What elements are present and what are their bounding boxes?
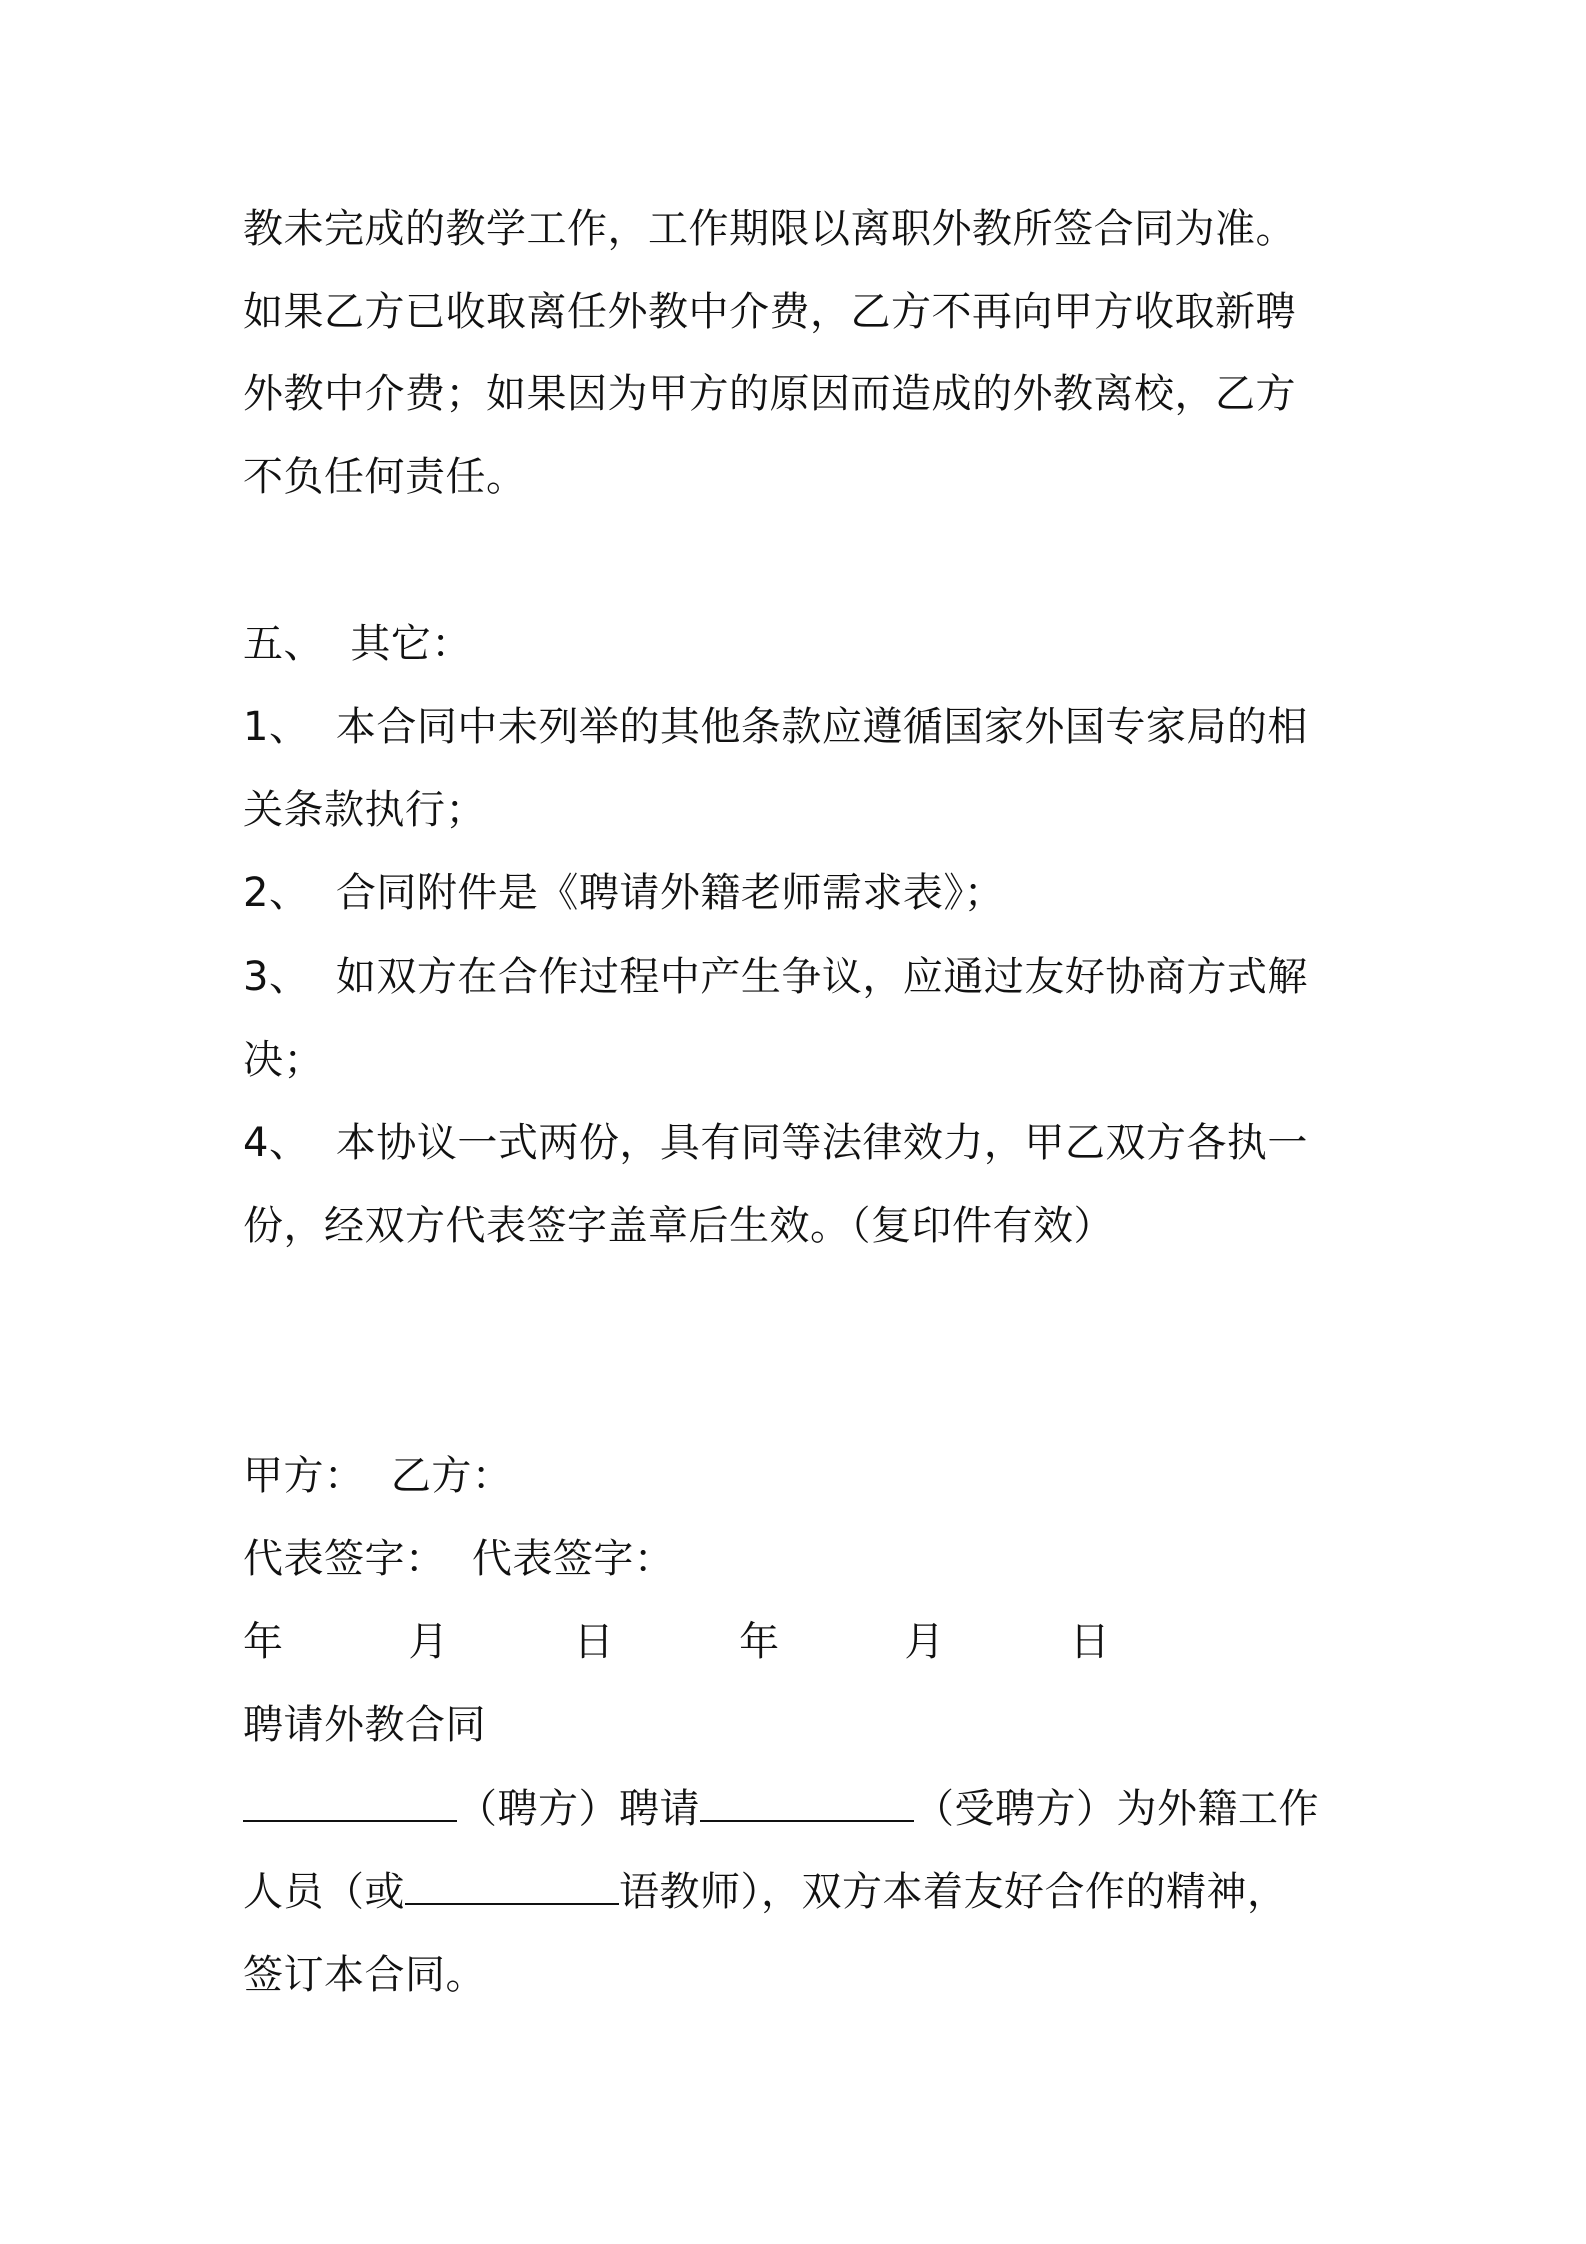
contract-text: 语教师），双方本着友好合作的精神， — [619, 1869, 1288, 1915]
contract-intro-line: 签订本合同。 — [243, 1952, 486, 1998]
list-item: 2、 合同附件是《聘请外籍老师需求表》； — [243, 870, 1005, 916]
signature-representatives: 代表签字： 代表签字： — [243, 1536, 675, 1582]
fill-in-blank — [405, 1873, 619, 1905]
list-item-continuation: 份，经双方代表签字盖章后生效。（复印件有效） — [243, 1203, 1114, 1249]
contract-title: 聘请外教合同 — [243, 1702, 486, 1748]
contract-text: （受聘方）为外籍工作 — [914, 1786, 1319, 1832]
list-item: 3、 如双方在合作过程中产生争议，应通过友好协商方式解 — [243, 954, 1308, 1000]
contract-intro-line — [243, 1868, 1288, 1916]
signature-parties: 甲方： 乙方： — [243, 1453, 513, 1499]
paragraph-line: 不负任何责任。 — [243, 454, 527, 500]
list-item-continuation: 关条款执行； — [243, 787, 486, 833]
list-item-continuation: 决； — [243, 1037, 324, 1083]
contract-intro-line — [243, 1785, 1319, 1833]
section-heading: 五、 其它： — [243, 621, 472, 667]
signature-dates: 年 月 日 年 月 日 — [243, 1619, 1111, 1665]
fill-in-blank — [243, 1790, 457, 1822]
contract-text: 人员（或 — [243, 1869, 405, 1915]
paragraph-line: 外教中介费；如果因为甲方的原因而造成的外教离校，乙方 — [243, 371, 1296, 417]
fill-in-blank — [700, 1790, 914, 1822]
paragraph-line: 如果乙方已收取离任外教中介费，乙方不再向甲方收取新聘 — [243, 289, 1296, 335]
contract-text: （聘方）聘请 — [457, 1786, 700, 1832]
list-item: 4、 本协议一式两份，具有同等法律效力，甲乙双方各执一 — [243, 1120, 1308, 1166]
paragraph-line: 教未完成的教学工作，工作期限以离职外教所签合同为准。 — [243, 206, 1296, 252]
list-item: 1、 本合同中未列举的其他条款应遵循国家外国专家局的相 — [243, 704, 1308, 750]
